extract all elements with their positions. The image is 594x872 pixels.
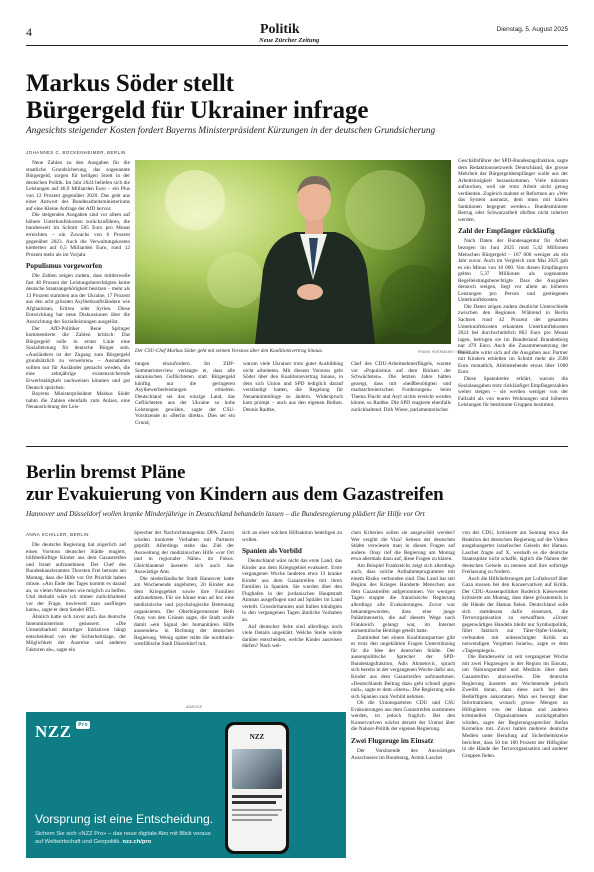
paragraph: Am Beispiel Frankreichs zeigt sich allerdings auch, dass solche Aufnahmeprogramme mit einem Risiko verbunden sind. Das Land hat seit Beginn des Krieges Hunderte Menschen aus dem Gazastreifen aufgenommen. Vor wenigen Tagen stoppte die französische Regierung allerdings alle Evakuierungen. Zuvor war bekanntgeworden, dass eine junge Palästinenserin, die auf diesem Wege nach Frankreich gelangt war, im Internet antisemitische Beiträge geteilt hatte.: [351, 562, 455, 635]
page-number: 4: [26, 25, 32, 39]
article1-column-5: [458, 158, 568, 434]
paragraph: Die Bundeswehr ist seit vergangener Woche mit zwei Flugzeugen in der Region im Einsatz, um Nahrungsmittel und Medizin über dem Gazastreifen abzuwerfen. Die deutsche Regierung äusserte am Wochenende jedoch Zweifel daran, dass diese auch bei den Bedürftigen ankommen. Man sei besorgt über Informationen, wonach grosse Mengen an Hilfsgütern von der Hamas und anderen kriminellen Organisationen zurückgehalten würden, sagte der Regierungssprecher Stefan Kornelius mit. Zuvor hatten mehrere deutsche Medien unter Berufung auf Sicherheitskreise berichtet, dass 50 bis 100 Prozent der Hilfsgüter in die Hände der Terrororganisation und anderer Gruppen fielen.: [462, 654, 568, 759]
phone-screen: [228, 725, 286, 851]
paragraph: sich an einer solchen Hilfsaktion beteiligen zu wollen.: [242, 530, 342, 543]
ad-text: [35, 831, 211, 846]
article2-column-4: [351, 530, 455, 858]
paragraph: Ob die Unionsparteien CDU und CSU Evakuierungen aus dem Gazastreifen zustimmen werden, ist jedoch fraglich. Bei den Konservativen wächst derzeit der Unmut über die Nahost-Politik der eigenen Regierung.: [351, 700, 455, 733]
article2-title-line2: zur Evakuierung von Kindern aus dem Gazastreifen: [26, 484, 444, 505]
paragraph: Der AfD-Politiker René Springer kommentierte die Zahlen kritisch: Das Bürgergeld solle in erster Linie eine Sozialleistung für deutsche Bürger sein. «Ausländern ist der Zugang zum Bürgergeld grundsätzlich zu verwehren» – Ausnahmen sollten nur für Ausländer gemacht werden, die eine zehnjährige existenzsichernde Erwerbstätigkeit nachweisen könnten und gut Deutsch sprächen.: [26, 325, 130, 391]
subheading: Populismus vorgeworfen: [26, 262, 103, 271]
paragraph: Neue Zahlen zu den Ausgaben für die staatliche Grundsicherung, das sogenannte Bürgergeld, sorgen für helligen Streit in der deutschen Politik. Im Jahr 2024 beliefen sich die Leistungen auf 46,9 Milliarden Euro – ein Plus von 12 Prozent gegenüber 2020. Das geht aus einer Antwort des Bundesarbeitsministeriums auf eine Kleine Anfrage der AfD hervor.: [26, 160, 130, 212]
paragraph: Bayerns Ministerpräsident Markus Söder nahm die Zahlen ebenfalls zum Anlass, eine Neuausrichtung der Leis-: [26, 391, 130, 411]
phone-image: [232, 749, 282, 789]
ad-text-line2: auf Weltwirtschaft und Geopolitik. nzz.ch/pro: [35, 838, 152, 845]
paragraph: Geschäftsführer der SPD-Bundestagsfraktion, sagte dem Redaktionsnetzwerk Deutschland, die grosse Mehrheit der Bürgergeldempfänger wolle aus der Arbeitslosigkeit herauskommen. Viele müssten aufstocken, weil sie trotz Arbeit nicht genug verdienten. Zugleich mahnte er Reformen an: «Wer das System ausnutzt, dem muss mit klaren Sanktionen begegnet werden.» Bundesminister Betrug oder Schwarzarbeit dürften nicht toleriert werden.: [458, 158, 568, 223]
paragraph: Die Zahlen zeigen zudem, dass mittlerweile fast 48 Prozent der Leistungsberechtigten keine deutsche Staatsangehörigkeit besitzen – mehr als 13 Prozent stammen aus der Ukraine, 17 Prozent aus den acht grössten Asylherkunftsländern wie Afghanistan, Eritrea oder Syrien. Diese Entwicklung hat neue Diskussionen über die Ausrichtung der Sozialleistungen ausgelöst.: [26, 273, 130, 326]
article1-column-1: [26, 160, 130, 434]
paragraph: Ähnlich hatte sich zuvor auch das deutsche Innenministerium geäussert. «Die Umsetzbarkeit derartiger Initiativen hängt entscheidend von der Sicherheitslage, der Möglichkeit der Ausreise und anderen Faktoren ab», sagte ein: [26, 614, 126, 653]
pro-badge: Pro: [78, 722, 89, 728]
photo-caption: Der CSU-Chef Markus Söder geht mit seinem Vorstoss über den Koalitionsvertrag hinaus.: [135, 348, 323, 354]
article2-title: [26, 462, 566, 506]
article1-title-line2: Bürgergeld für Ukrainer infrage: [26, 97, 369, 124]
article-divider: [26, 446, 568, 447]
subheading: Zahl der Empfänger rückläufig: [458, 227, 555, 236]
subheading: Spanien als Vorbild: [242, 547, 302, 556]
paragraph: tungen einzufordern. Im ZDF-Sommerinterview verlangte er, dass alle ukrainischen Geflüchteten statt Bürgergeld künftig nur die geringeren Asylbewerberleistungen erhielten. Deutschland sei das einzige Land, das Geflüchteten aus der Ukraine so hohe Leistungen gewähre, sagte der CSU-Vorsitzende in «Berlin direkt». Dies sei ein Grund,: [135, 361, 235, 426]
phone-text-line: [232, 814, 278, 816]
photo-markus-soeder: [135, 160, 451, 344]
article1-title-line1: Markus Söder stellt: [26, 70, 234, 97]
date: Dienstag, 5. August 2025: [496, 26, 568, 33]
article1-title: [26, 70, 566, 124]
nzz-pro-ad[interactable]: [26, 712, 346, 858]
paragraph: chen Kriterien sollen sie ausgewählt werden? Wer vergibt die Visa? Seitens der deutschen Städte verwiesen man in diesen Fragen auf andere. Onay rief die Regierung am Montag etwa abermals dazu auf, diese Fragen zu klären.: [351, 530, 455, 563]
header-rule: [26, 45, 568, 46]
phone-text-line: [232, 809, 282, 811]
paragraph: Deutschland wäre nicht das erste Land, das Kinder aus dem Kriegsgebiet evakuiert. Erste vergangener Woche landeten etwa 13 kranke Kinder aus dem Gazastreifen mit ihren Familien in Spanien. Sie wurden über den Flughafen in der jordanischen Hauptstadt Amman ausgeflogen und auf Spitäler im Land verteilt. Grossbritannien und Italien kündigten in den vergangenen Tagen ähnliche Vorhaben an.: [242, 558, 342, 624]
paragraph: warum viele Ukrainer trotz guter Ausbildung nicht arbeiteten. Mit diesem Vorstoss geht Söder über den Koalitionsvertrag hinaus, in dem sich Union und SPD lediglich darauf verständigt hatten, die Regelung für Neuankömmlinge zu ändern. Widerspruch kam prompt – auch aus den eigenen Reihen. Dennis Radtke,: [243, 361, 343, 413]
ad-link[interactable]: nzz.ch/pro: [122, 838, 152, 845]
photo-svg: [135, 160, 451, 344]
article2-subtitle: Hannover und Düsseldorf wollen kranke Minderjährige in Deutschland behandeln lassen – die Bundesregierung plädiert für Hilfe vor Ort: [26, 510, 425, 518]
ad-label: ANZEIGE: [186, 705, 203, 709]
paragraph: Auch die Hilfslieferungen per Luftabwurf über Gaza stossen bei den Konservativen auf Kritik. Der CDU-Aussenpolitiker Roderich Kiesewetter kritisierte am Montag, dass diese grösstenteils in die Hände der Hamas fielen. Deutschland solle sich stattdessen dafür einsetzen, die Terrororganisation zu entwaffnen. «Unser gegenwärtiges Handeln bleibt nur Symbolpolitik, führt faktisch zur Täter-Opfer-Umkehr, verbunden mit unberechtigter Kritik an notwendigen Vorgehen Israels», sagte er dem «Tagesspiegel».: [462, 575, 568, 654]
paragraph: Die niederländische Stadt Hannover hatte am Wochenende angeboten, 20 Kinder aus dem Kriegsgebiet sowie ihre Familien aufzunehmen. Für sie könne man ad hoc eine medizinische und psychologische Betreuung organisieren. Der Oberbürgermeister Belit Onay von den Grünen sagte, die Stadt wolle damit «ein Signal der humanitären Hilfe aussenden» in Richtung der deutschen Regierung. Wenig später teilte die nordrhein-westfälische Stadt Düsseldorf mit,: [134, 575, 234, 648]
paragraph: Die steigenden Ausgaben sind vor allem auf höhere Unterkunftskosten zurückzuführen, die bundesweit im Schnitt 585 Euro pro Monat erreichten – ein Zuwachs von 6 Prozent gegenüber 2023. Auch die Verwaltungskosten kletterten auf 6,5 Milliarden Euro, rund 12 Prozent mehr als im Vorjahr.: [26, 212, 130, 258]
article2-column-1: [26, 542, 126, 702]
paragraph: Sprecher der Nachrichtenagentur DPA. Zuerst würden konkrete Vorhaben mit Partnern geprüft. Allerdings stehe das Ziel der Ausweitung der medizinischen Hilfe «vor Ort und in regionaler Nähe» im Fokus. Gleichlautend äusserte sich auch das Auswärtige Amt.: [134, 530, 234, 576]
paragraph: Auf deutscher Seite sind allerdings noch viele Details ungeklärt. Welche Stelle würde darüber entscheiden, welche Kinder ausreisen dürfen? Nach wel-: [242, 623, 342, 650]
article1-column-2: [135, 361, 235, 426]
paragraph: Diese Spannbreite erklärt, warum die Sozialausgaben trotz rückläufiger Empfängerzahlen weiter steigen – sie werden weniger von der Fallzahl als von teuren Wohnungen und höheren Leistungen für bestimmte Gruppen bestimmt.: [458, 375, 568, 409]
article2-byline: ANNA SCHILLER, BERLIN: [26, 532, 89, 537]
paragraph: Die deutsche Regierung hat zögerlich auf einen Vorstoss deutscher Städte reagiert, hilfsbedürftige Kinder aus dem Gazastreifen und Israel aufzunehmen. Der Chef des Bundeskanzleramtes Thorsten Frei betonte am Montag, dass die Hilfe vor Ort Priorität haben müsse. «Am Ende des Tages kommt es darauf an, so vielen Menschen wie möglich zu helfen. Und deshalb wäre ich immer zurückhaltend vor der Frage, inwieweit man ausfliegen kann», sagte er dem Sender RTL.: [26, 542, 126, 614]
subheading: Zwei Flugzeuge im Einsatz: [351, 736, 434, 745]
paragraph: Der Vorsitzende des Auswärtigen Ausschusses im Bundestag, Armin Laschet: [351, 747, 455, 761]
ad-text-line1: Sichern Sie sich «NZZ Pro» – das neue digitale Abo mit Blick voraus: [35, 831, 211, 837]
article1-column-3: [243, 361, 343, 413]
ad-headline: Vorsprung ist eine Entscheidung.: [35, 812, 214, 826]
page-header: [26, 22, 568, 44]
phone-text-line: [232, 801, 276, 804]
article1-byline: JOHANNES C. BOCKENHEIMER, BERLIN: [26, 150, 126, 155]
phone-text-line: [232, 819, 272, 821]
photo-credit: FRANK HOERMANN / IMAGO: [418, 350, 469, 354]
ad-logo-text: NZZ: [35, 722, 72, 741]
paragraph: Zumindest bei einem Koalitionspartner gibt es trotz den ungeklärten Fragen Unterstützung für die Idee der deutschen Städte. Der aussenpolitische Sprecher der SPD-Bundestagsfraktion, Adis Ahmetovic, sprach sich bereits in der vergangenen Woche dafür aus, Kinder aus dem Gazastreifen aufzunehmen. «Deutschlands Beitrag dazu geht schnell gegen null», sagte er dem «Stern». Die Regierung solle sich Spanien zum Vorbild nehmen.: [351, 634, 455, 700]
paragraph: Chef des CDU-Arbeitnehmerflügels, warnte vor «Populismus auf dem Rücken der Schwächsten». Die letzten Jahre hätten gezeigt, dass mit «heißbenötigten und marktschreierischen Forderungen» beim Thema Flucht und Asyl nichts erreicht werden könne, so Radtke. Die SPD reagierte ebenfalls zurückhaltend. Dirk Wiese, parlamentarischer: [351, 361, 451, 413]
phone-text-line: [232, 795, 282, 798]
paragraph: von der CDU, kritisierte am Sonntag etwa die Reaktion der deutschen Regierung auf die Videos ausgehungerter israelischer Geiseln der Hamas. Laschet fragte auf X, weshalb es die deutsche Staatsspitze nicht schaffe, täglich die Namen der deutschen Geiseln zu nennen und ihre sofortige Freilassung zu fordern.: [462, 530, 568, 576]
phone-mockup-icon: [225, 722, 289, 854]
article2-column-3: [242, 530, 342, 702]
paragraph: Die Daten zeigen zudem deutliche Unterschiede zwischen den Regionen. Während in Berlin Sachsen rund 42 Prozent der gesamten Unterkunftskosten erkannten Unterkunftskosten 2024 bei durchschnittlich 802 Euro pro Monat lagen, betrugen sie im Bundesland Brandenburg nur 479 Euro. Auch die Zusammensetzung der Haushalte wirkt sich auf die Ausgaben aus: Partner mit Kindern erhielten im Schnitt mehr als 2500 Euro monatlich, Alleinstehende etwas über 1000 Euro.: [458, 303, 568, 376]
article2-column-5: [462, 530, 568, 858]
phone-logo: NZZ: [249, 733, 265, 741]
section-title: Politik: [260, 22, 300, 37]
article1-column-4: [351, 361, 451, 413]
article2-column-2: [134, 530, 234, 702]
ad-logo: [35, 722, 90, 742]
article1-subtitle: Angesichts steigender Kosten fordert Bayerns Ministerpräsident Kürzungen in der deutschen Grundsicherung: [26, 126, 436, 136]
paragraph: Nach Daten der Bundesagentur für Arbeit bezogen im Juni 2025 rund 5,42 Millionen Menschen Bürgergeld – 167 000 weniger als ein Jahr zuvor. Auch im Vergleich zum Mai 2025 gab es ein Minus von 16 000. Von diesen Empfängern gelten 5,37 Millionen als sogenannte Regelleistungsberechtigte. Dass die Ausgaben dennoch steigen, liegt vor allem an höheren Leistungen pro Person und gestiegenen Unterkunftskosten.: [458, 238, 568, 304]
masthead: Neue Zürcher Zeitung: [259, 37, 320, 44]
article2-title-line1: Berlin bremst Pläne: [26, 462, 186, 483]
